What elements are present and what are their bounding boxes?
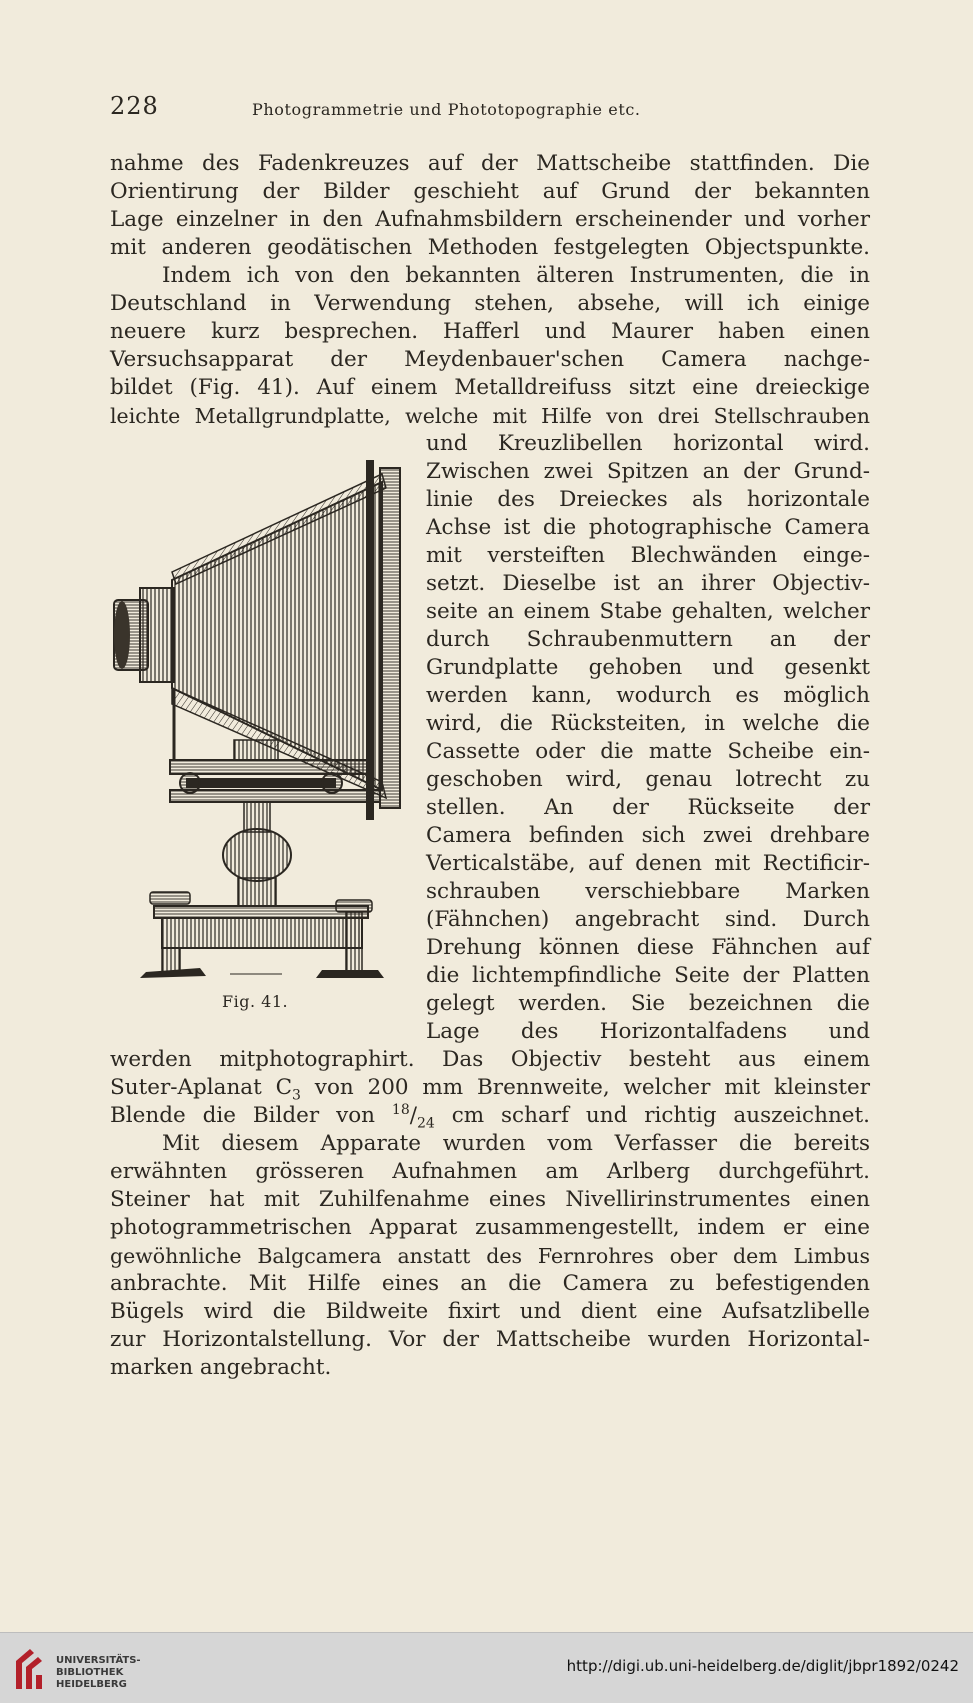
text-line: photogrammetrischen Apparat zusammengestellt, indem er eine <box>110 1215 870 1240</box>
text-line <box>110 1074 870 1102</box>
text-line: Achse ist die photographische Camera <box>426 515 870 540</box>
text-line: leichte Metallgrundplatte, welche mit Hilfe von drei Stellschrauben <box>110 404 870 428</box>
library-name-line: UNIVERSITÄTS- <box>56 1655 141 1666</box>
running-head: Photogrammetrie und Phototopographie etc. <box>252 100 641 119</box>
text-line: erwähnten grösseren Aufnahmen am Arlberg durchgeführt. <box>110 1159 870 1184</box>
text-line: seite an einem Stabe gehalten, welcher <box>426 599 870 624</box>
text-line: nahme des Fadenkreuzes auf der Mattscheibe stattfinden. Die <box>110 151 870 176</box>
text-line: (Fähnchen) angebracht sind. Durch <box>426 907 870 932</box>
text-line: linie des Dreieckes als horizontale <box>426 487 870 512</box>
text-line: Orientirung der Bilder geschieht auf Grund der bekannten <box>110 179 870 204</box>
text-line: marken angebracht. <box>110 1355 332 1380</box>
text-line: gewöhnliche Balgcamera anstatt des Fernrohres ober dem Limbus <box>110 1244 870 1268</box>
text-line: durch Schraubenmuttern an der <box>426 627 870 652</box>
text-line: mit anderen geodätischen Methoden festgelegten Objectspunkte. <box>110 235 870 260</box>
text-line: bildet (Fig. 41). Auf einem Metalldreifuss sitzt eine dreieckige <box>110 375 870 400</box>
text-line: Drehung können diese Fähnchen auf <box>426 935 870 960</box>
library-name-line: HEIDELBERG <box>56 1679 127 1690</box>
text-line: zur Horizontalstellung. Vor der Mattscheibe wurden Horizontal- <box>110 1327 870 1352</box>
text-fragment: cm scharf und richtig auszeichnet. <box>434 1103 870 1128</box>
text-line: Steiner hat mit Zuhilfenahme eines Nivellirinstrumentes einen <box>110 1187 870 1212</box>
text-line: Deutschland in Verwendung stehen, absehe, will ich einige <box>110 291 870 316</box>
text-line: Bügels wird die Bildweite fixirt und dient eine Aufsatzlibelle <box>110 1299 870 1324</box>
subscript: 24 <box>416 1115 435 1132</box>
text-line: anbrachte. Mit Hilfe eines an die Camera zu befestigenden <box>110 1271 870 1296</box>
text-line: Indem ich von den bekannten älteren Instrumenten, die in <box>162 263 870 288</box>
permalink-url[interactable]: http://digi.ub.uni-heidelberg.de/diglit/jbpr1892/0242 <box>566 1657 959 1675</box>
text-line: werden mitphotographirt. Das Objectiv besteht aus einem <box>110 1047 870 1072</box>
library-logo-icon <box>12 1645 52 1693</box>
page-header <box>110 92 870 128</box>
text-line: Lage des Horizontalfadens und <box>426 1019 870 1044</box>
text-line: wird, die Rücksteiten, in welche die <box>426 711 870 736</box>
text-fragment: von 200 mm Brennweite, welcher mit kleinster <box>300 1075 870 1100</box>
text-line: Lage einzelner in den Aufnahmsbildern erscheinender und vorher <box>110 207 870 232</box>
library-name <box>56 1655 141 1691</box>
text-line: schrauben verschiebbare Marken <box>426 879 870 904</box>
text-line: Zwischen zwei Spitzen an der Grund- <box>426 459 870 484</box>
page-number: 228 <box>110 92 159 120</box>
library-name-line: BIBLIOTHEK <box>56 1667 124 1678</box>
figure-41-camera-illustration <box>110 460 410 980</box>
text-line: und Kreuzlibellen horizontal wird. <box>426 431 870 456</box>
text-line: Cassette oder die matte Scheibe ein- <box>426 739 870 764</box>
text-line: Camera befinden sich zwei drehbare <box>426 823 870 848</box>
text-line: gelegt werden. Sie bezeichnen die <box>426 991 870 1016</box>
figure-caption: Fig. 41. <box>222 992 289 1011</box>
text-line: die lichtempfindliche Seite der Platten <box>426 963 870 988</box>
camera-engraving <box>110 460 410 980</box>
fraction-slash: / <box>409 1103 417 1128</box>
text-line: neuere kurz besprechen. Hafferl und Maurer haben einen <box>110 319 870 344</box>
text-line: stellen. An der Rückseite der <box>426 795 870 820</box>
text-fragment: Blende die Bilder von <box>110 1103 392 1128</box>
text-line: Versuchsapparat der Meydenbauer'schen Camera nachge- <box>110 347 870 372</box>
subscript: 3 <box>292 1087 301 1104</box>
library-logo[interactable] <box>12 1645 212 1695</box>
text-line: geschoben wird, genau lotrecht zu <box>426 767 870 792</box>
text-line: Grundplatte gehoben und gesenkt <box>426 655 870 680</box>
viewer-footer <box>0 1632 973 1703</box>
text-line: werden kann, wodurch es möglich <box>426 683 870 708</box>
text-line: setzt. Dieselbe ist an ihrer Objectiv- <box>426 571 870 596</box>
text-fragment: Suter-Aplanat C <box>110 1075 293 1100</box>
text-line: Mit diesem Apparate wurden vom Verfasser die bereits <box>162 1131 870 1156</box>
text-line <box>110 1102 870 1130</box>
text-line: mit versteiften Blechwänden einge- <box>426 543 870 568</box>
text-line: Verticalstäbe, auf denen mit Rectificir- <box>426 851 870 876</box>
superscript: 18 <box>391 1101 410 1118</box>
